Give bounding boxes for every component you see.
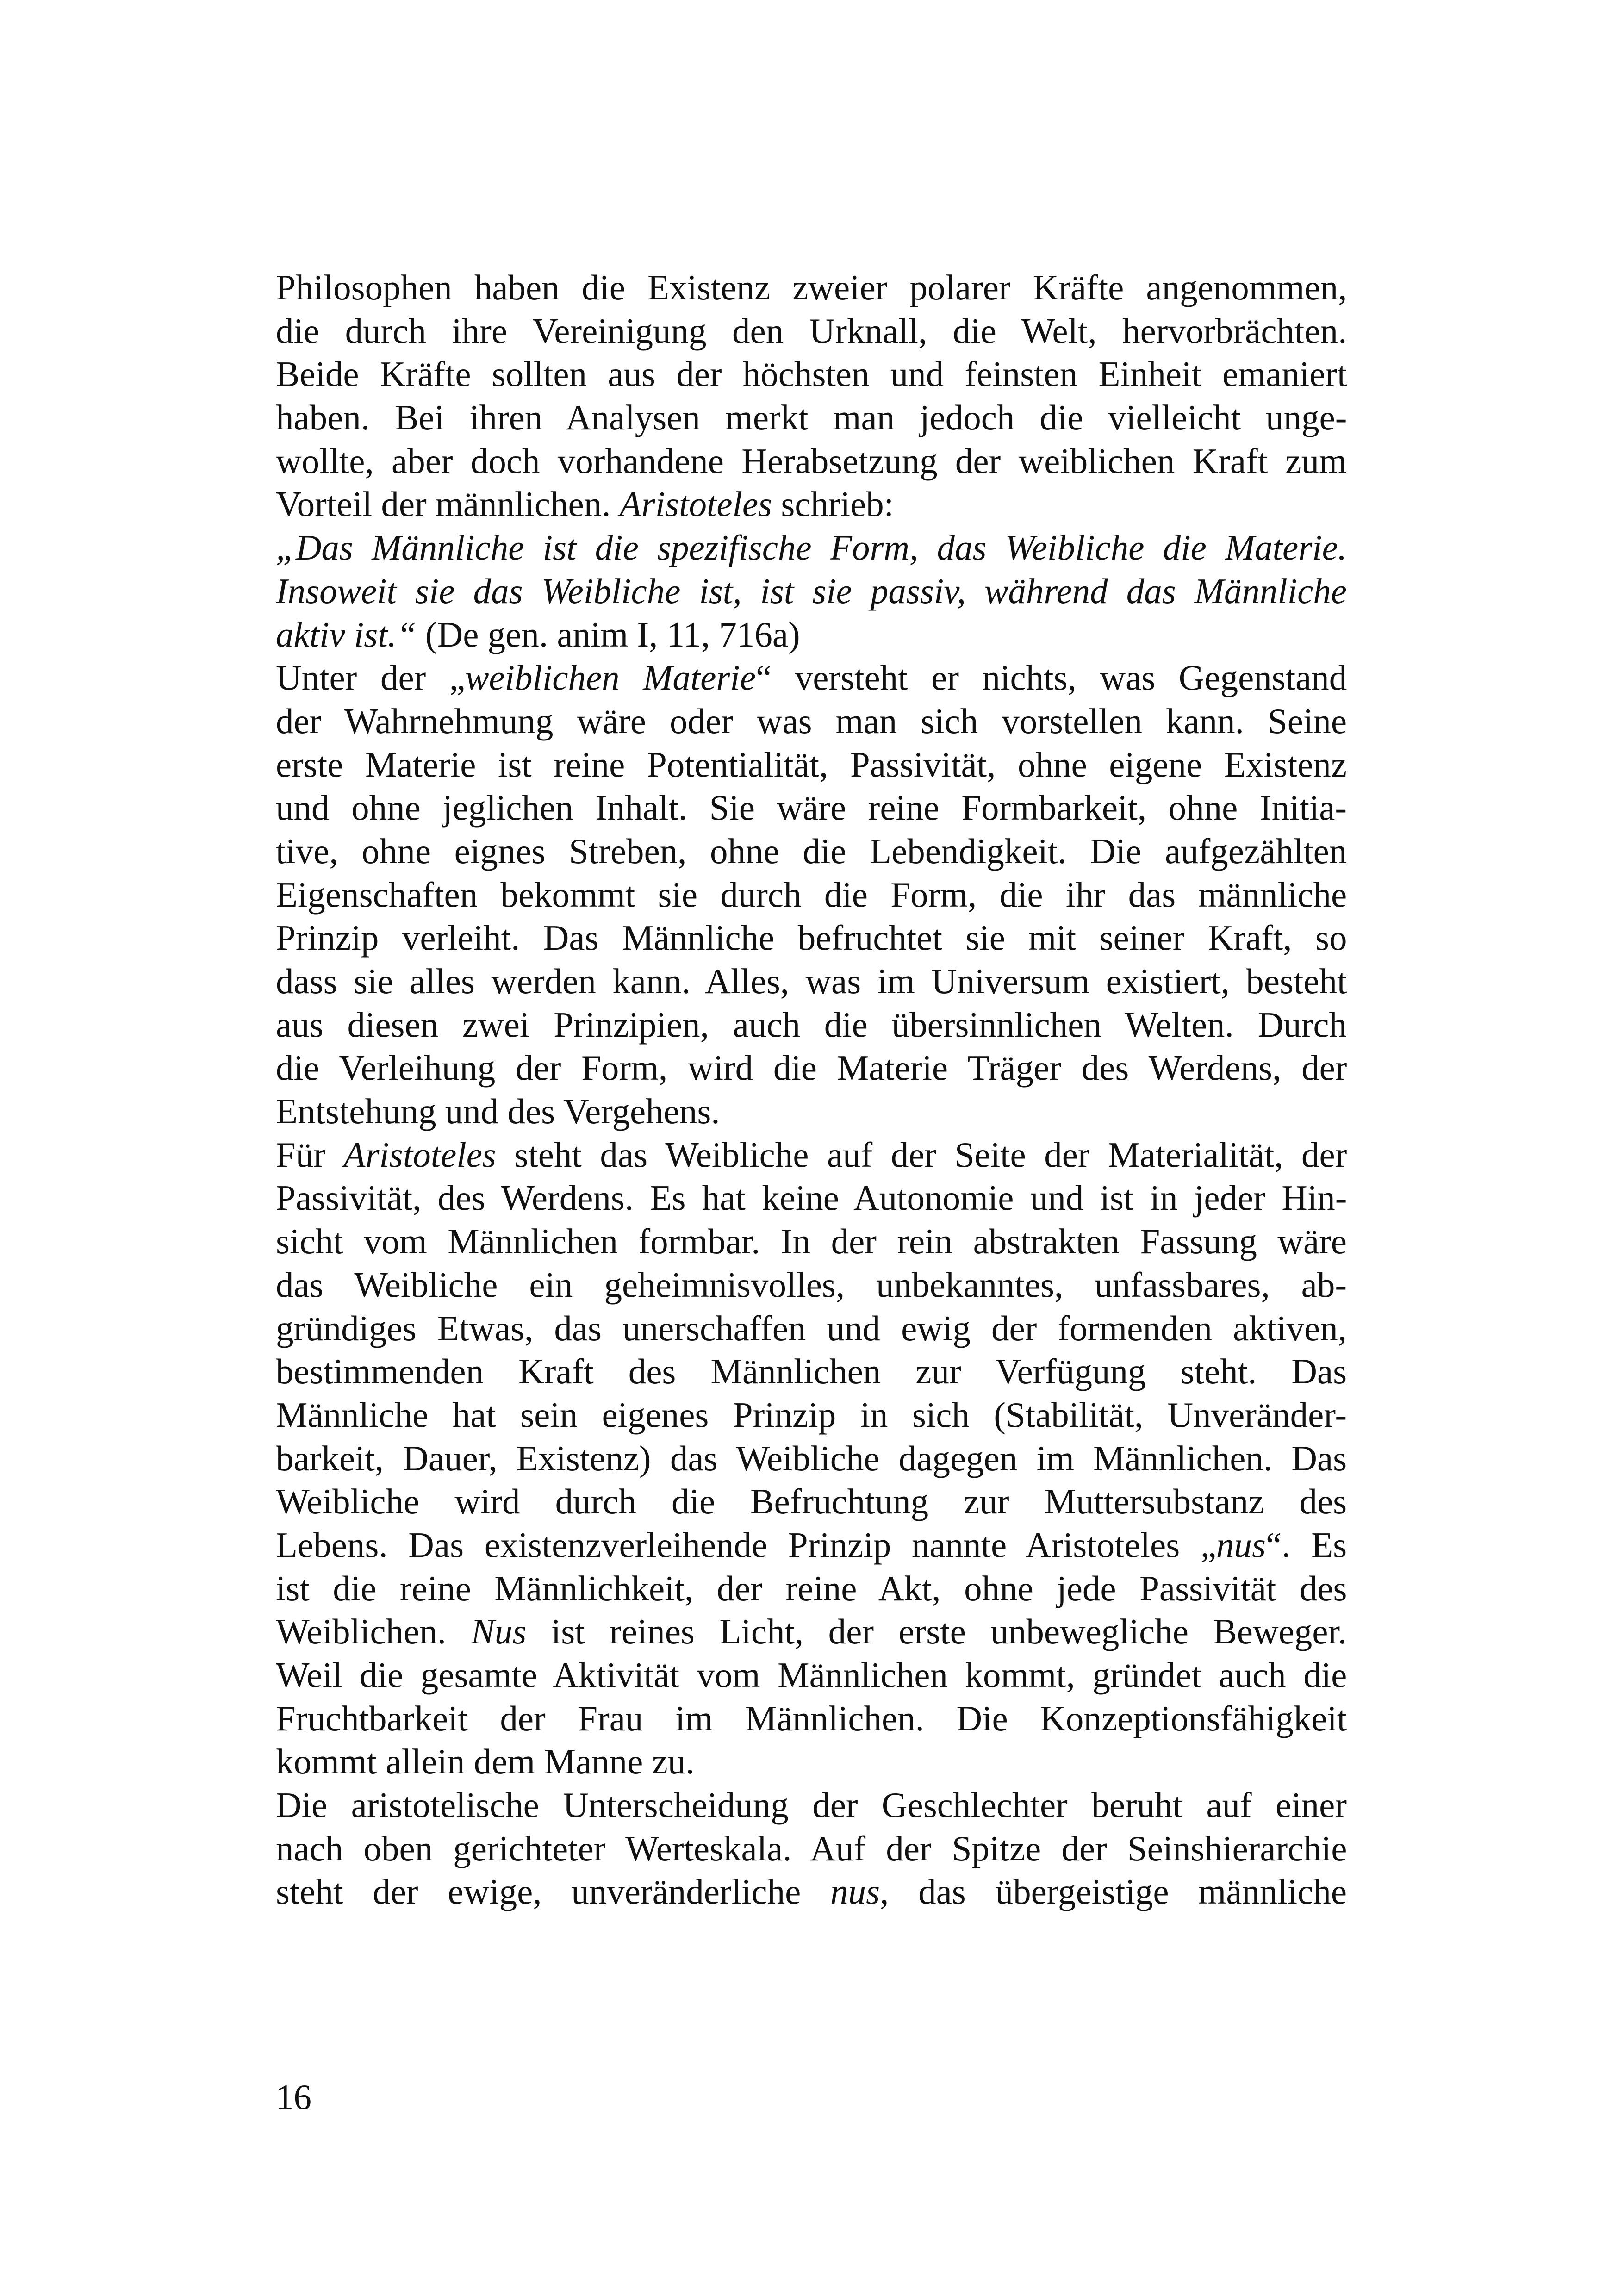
text-segment: aus diesen zwei Prinzipien, auch die übersinnlichen Welten. Durch	[276, 1004, 1347, 1045]
text-segment: der Wahrnehmung wäre oder was man sich vorstellen kann. Seine	[276, 701, 1347, 741]
text-segment: tive, ohne eignes Streben, ohne die Lebendigkeit. Die aufgezählten	[276, 831, 1347, 871]
text-segment: Unter der „	[276, 658, 466, 698]
text-line	[276, 1870, 1347, 1914]
page-number: 16	[276, 2077, 311, 2117]
text-segment: Passivität, des Werdens. Es hat keine Autonomie und ist in jeder Hin-	[276, 1178, 1347, 1218]
text-segment: Beide Kräfte sollten aus der höchsten und feinsten Einheit emaniert	[276, 354, 1347, 394]
text-segment: wollte, aber doch vorhandene Herabsetzung der weiblichen Kraft zum	[276, 441, 1347, 481]
text-segment: steht der ewige, unveränderliche	[276, 1872, 831, 1912]
italic-text-segment: Aristoteles	[343, 1134, 496, 1175]
text-line	[276, 786, 1347, 830]
text-segment: Die aristotelische Unterscheidung der Geschlechter beruht auf einer	[276, 1785, 1347, 1825]
text-segment: das Weibliche ein geheimnisvolles, unbekanntes, unfassbares, ab-	[276, 1264, 1347, 1305]
text-segment: Fruchtbarkeit der Frau im Männlichen. Die Konzeptionsfähigkeit	[276, 1698, 1347, 1738]
text-line	[276, 1480, 1347, 1524]
text-line	[276, 526, 1347, 570]
text-line	[276, 483, 1347, 526]
text-segment: die durch ihre Vereinigung den Urknall, die Welt, hervorbrächten.	[276, 311, 1347, 351]
text-segment: Prinzip verleiht. Das Männliche befruchtet sie mit seiner Kraft, so	[276, 918, 1347, 958]
text-segment: dass sie alles werden kann. Alles, was im Universum existiert, besteht	[276, 961, 1347, 1001]
text-line	[276, 960, 1347, 1003]
italic-text-segment: Insoweit sie das Weibliche ist, ist sie passiv, während das Männliche	[276, 571, 1347, 611]
text-line	[276, 743, 1347, 787]
text-line	[276, 310, 1347, 353]
text-segment: Weibliche wird durch die Befruchtung zur Muttersubstanz des	[276, 1481, 1347, 1522]
text-segment: erste Materie ist reine Potentialität, Passivität, ohne eigene Existenz	[276, 744, 1347, 784]
text-segment: barkeit, Dauer, Existenz) das Weibliche dagegen im Männlichen. Das	[276, 1438, 1347, 1478]
text-line	[276, 396, 1347, 440]
text-segment: Entstehung und des Vergehens.	[276, 1091, 720, 1132]
text-segment: ist die reine Männlichkeit, der reine Akt, ohne jede Passivität des	[276, 1568, 1347, 1608]
text-segment: kommt allein dem Manne zu.	[276, 1742, 695, 1782]
text-segment: (De gen. anim I, 11, 716a)	[416, 614, 800, 654]
text-line	[276, 656, 1347, 700]
text-segment: , das übergeistige männliche	[880, 1872, 1347, 1912]
text-line	[276, 1133, 1347, 1177]
text-segment: Weiblichen.	[276, 1612, 471, 1652]
italic-text-segment: aktiv ist.“	[276, 614, 417, 654]
italic-text-segment: Aristoteles	[619, 484, 772, 524]
text-line	[276, 353, 1347, 396]
body-text	[276, 266, 1347, 1914]
text-line	[276, 830, 1347, 873]
text-line	[276, 1220, 1347, 1263]
text-segment: Eigenschaften bekommt sie durch die Form, die ihr das männliche	[276, 874, 1347, 915]
text-segment: Für	[276, 1134, 344, 1175]
text-segment: und ohne jeglichen Inhalt. Sie wäre reine Formbarkeit, ohne Initia-	[276, 788, 1347, 828]
text-line	[276, 440, 1347, 483]
text-line	[276, 266, 1347, 310]
text-line	[276, 1784, 1347, 1827]
text-segment: nach oben gerichteter Werteskala. Auf der Spitze der Seinshierarchie	[276, 1828, 1347, 1868]
text-line	[276, 1090, 1347, 1133]
text-line	[276, 1003, 1347, 1047]
text-line	[276, 1394, 1347, 1437]
text-segment: Männliche hat sein eigenes Prinzip in sich (Stabilität, Unveränder-	[276, 1394, 1347, 1435]
text-segment: bestimmenden Kraft des Männlichen zur Verfügung steht. Das	[276, 1351, 1347, 1392]
text-line	[276, 1307, 1347, 1350]
text-line	[276, 1437, 1347, 1481]
text-line	[276, 1263, 1347, 1307]
text-segment: haben. Bei ihren Analysen merkt man jedoch die vielleicht unge-	[276, 398, 1347, 438]
text-line	[276, 570, 1347, 613]
text-line	[276, 1654, 1347, 1697]
text-segment: gründiges Etwas, das unerschaffen und ewig der formenden aktiven,	[276, 1308, 1347, 1348]
italic-text-segment: „Das Männliche ist die spezifische Form, das Weibliche die Materie.	[276, 528, 1347, 568]
text-line	[276, 700, 1347, 743]
text-segment: ist reines Licht, der erste unbewegliche Beweger.	[526, 1612, 1347, 1652]
text-line	[276, 1740, 1347, 1784]
text-line	[276, 1827, 1347, 1871]
text-segment: die Verleihung der Form, wird die Materie Träger des Werdens, der	[276, 1048, 1347, 1088]
text-line	[276, 1176, 1347, 1220]
text-line	[276, 1567, 1347, 1611]
text-segment: sicht vom Männlichen formbar. In der rein abstrakten Fassung wäre	[276, 1221, 1347, 1262]
text-line	[276, 613, 1347, 657]
text-line	[276, 1350, 1347, 1394]
text-line	[276, 1524, 1347, 1567]
italic-text-segment: weiblichen Materie	[465, 658, 756, 698]
text-line	[276, 1697, 1347, 1741]
text-segment: Weil die gesamte Aktivität vom Männlichen kommt, gründet auch die	[276, 1655, 1347, 1695]
text-segment: schrieb:	[772, 484, 894, 524]
text-segment: Lebens. Das existenzverleihende Prinzip nannte Aristoteles „	[276, 1524, 1217, 1565]
text-segment: Vorteil der männlichen.	[276, 484, 620, 524]
text-segment: Philosophen haben die Existenz zweier polarer Kräfte angenommen,	[276, 268, 1347, 307]
text-line	[276, 1610, 1347, 1654]
text-line	[276, 1046, 1347, 1090]
italic-text-segment: nus	[1216, 1524, 1266, 1565]
italic-text-segment: Nus	[471, 1612, 527, 1652]
text-segment: “. Es	[1266, 1524, 1347, 1565]
italic-text-segment: nus	[830, 1872, 880, 1912]
text-segment: “ versteht er nichts, was Gegenstand	[756, 658, 1347, 698]
text-line	[276, 916, 1347, 960]
text-line	[276, 873, 1347, 917]
text-segment: steht das Weibliche auf der Seite der Materialität, der	[496, 1134, 1347, 1175]
